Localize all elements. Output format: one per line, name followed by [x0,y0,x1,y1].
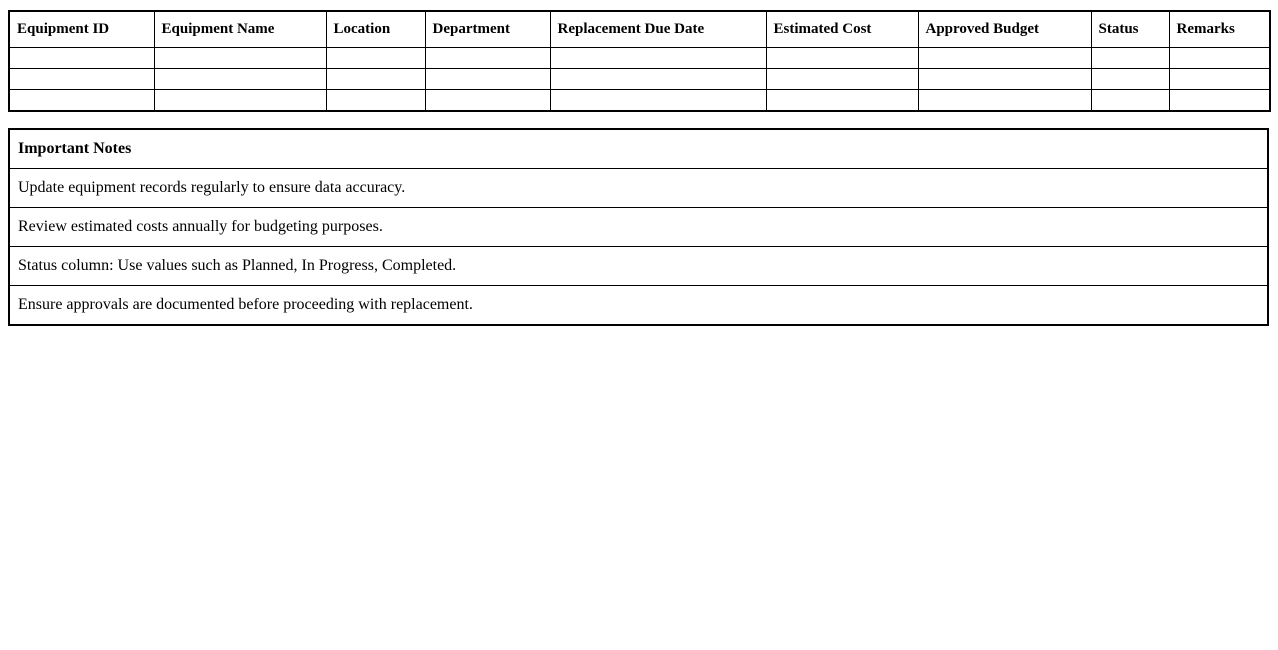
table-cell [326,48,425,69]
note-row [9,247,1268,286]
table-cell [766,48,918,69]
table-cell [9,69,154,90]
important-notes-table [8,128,1269,326]
table-cell [550,90,766,112]
table-cell [918,90,1091,112]
header-equipment-name: Equipment Name [154,11,326,48]
notes-header-row [9,129,1268,169]
table-row [9,69,1270,90]
table-cell [1169,69,1270,90]
equipment-table-header-row [9,11,1270,48]
table-row [9,48,1270,69]
table-cell [918,69,1091,90]
header-replacement-due-date: Replacement Due Date [550,11,766,48]
note-text: Update equipment records regularly to ensure data accuracy. [9,169,1268,208]
note-row [9,169,1268,208]
table-cell [918,48,1091,69]
table-cell [766,69,918,90]
header-department: Department [425,11,550,48]
header-location: Location [326,11,425,48]
note-text: Ensure approvals are documented before proceeding with replacement. [9,286,1268,326]
header-approved-budget: Approved Budget [918,11,1091,48]
table-cell [154,48,326,69]
table-cell [550,69,766,90]
table-cell [326,69,425,90]
table-row [9,90,1270,112]
header-status: Status [1091,11,1169,48]
table-cell [9,48,154,69]
table-cell [1169,48,1270,69]
table-cell [550,48,766,69]
notes-title: Important Notes [9,129,1268,169]
table-cell [766,90,918,112]
table-cell [1169,90,1270,112]
table-cell [425,69,550,90]
note-text: Review estimated costs annually for budgeting purposes. [9,208,1268,247]
table-cell [154,90,326,112]
header-remarks: Remarks [1169,11,1270,48]
table-cell [425,90,550,112]
table-cell [1091,69,1169,90]
header-equipment-id: Equipment ID [9,11,154,48]
equipment-replacement-table [8,10,1271,112]
table-cell [1091,48,1169,69]
table-cell [9,90,154,112]
note-row [9,208,1268,247]
note-row [9,286,1268,326]
table-cell [1091,90,1169,112]
table-cell [326,90,425,112]
table-cell [425,48,550,69]
header-estimated-cost: Estimated Cost [766,11,918,48]
table-cell [154,69,326,90]
note-text: Status column: Use values such as Planned, In Progress, Completed. [9,247,1268,286]
